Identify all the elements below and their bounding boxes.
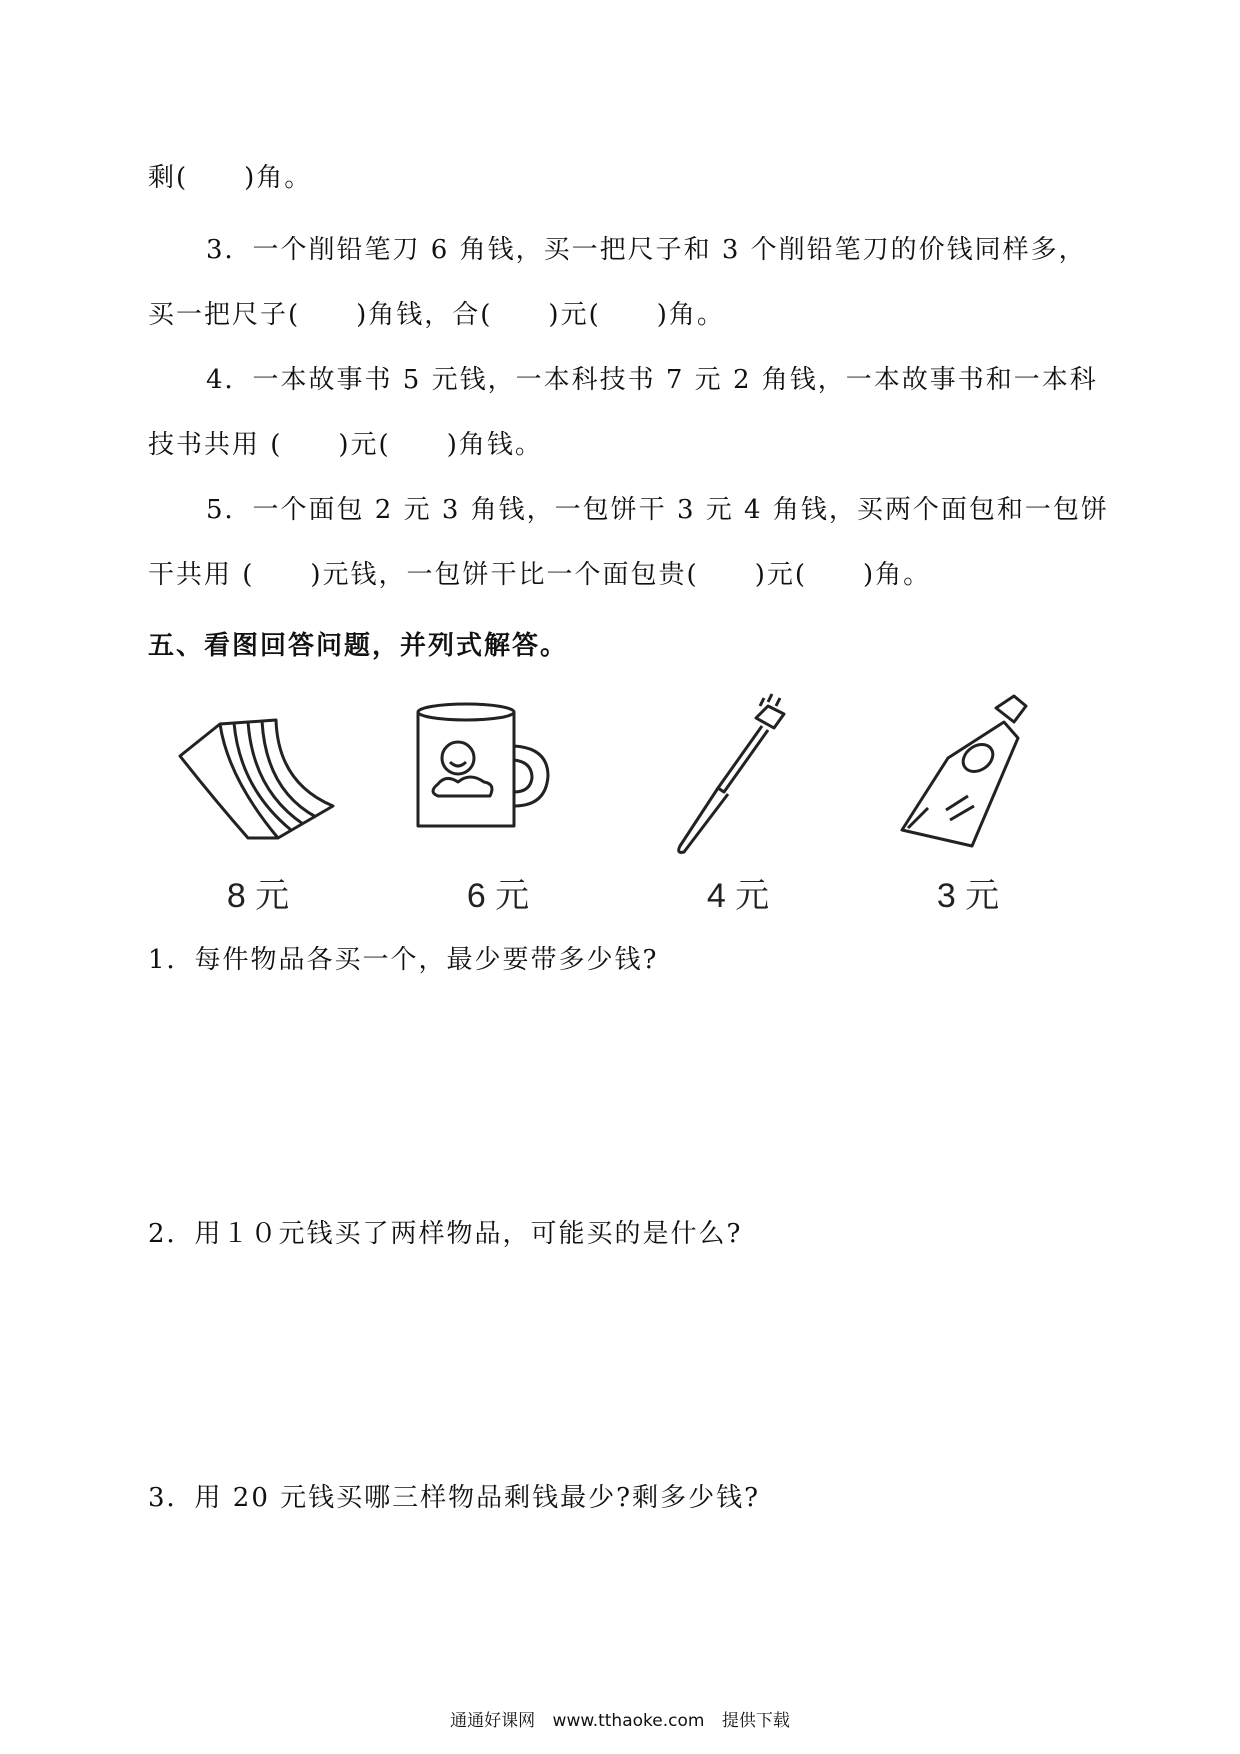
question-4: 4．一本故事书 5 元钱，一本科技书 7 元 2 角钱，一本故事书和一本科: [206, 365, 1098, 395]
question-4-cont: 技书共用 ( )元( )角钱。: [148, 430, 543, 460]
line-1: 剩( )角。: [148, 163, 313, 193]
price-toothbrush: 4 元: [706, 877, 770, 915]
footer-site-name: 通通好课网: [450, 1711, 536, 1731]
item-toothbrush: [638, 688, 838, 928]
question-5-cont: 干共用 ( )元钱，一包饼干比一个面包贵( )元( )角。: [148, 560, 932, 590]
item-toothpaste: [868, 688, 1068, 928]
item-towel: [158, 688, 358, 928]
section-title: 五、看图回答问题，并列式解答。: [148, 631, 569, 661]
cup-icon: [398, 688, 598, 868]
question-3: 3．一个削铅笔刀 6 角钱，买一把尺子和 3 个削铅笔刀的价钱同样多，: [206, 235, 1087, 265]
price-towel: 8 元: [226, 877, 290, 915]
question-3-cont: 买一把尺子( )角钱，合( )元( )角。: [148, 300, 725, 330]
footer-note: 提供下载: [721, 1711, 790, 1731]
price-toothpaste: 3 元: [936, 877, 1000, 915]
items-figure: [148, 688, 1088, 928]
toothbrush-icon: [638, 688, 838, 868]
item-cup: [398, 688, 598, 928]
question-1: 1．每件物品各买一个，最少要带多少钱?: [148, 945, 659, 975]
footer: [0, 1706, 1240, 1731]
footer-url[interactable]: www.tthaoke.com: [552, 1711, 705, 1731]
question-5: 5．一个面包 2 元 3 角钱，一包饼干 3 元 4 角钱，买两个面包和一包饼: [206, 495, 1109, 525]
question-2: 2．用１０元钱买了两样物品，可能买的是什么?: [148, 1219, 743, 1249]
question-3-bottom: 3．用 20 元钱买哪三样物品剩钱最少?剩多少钱?: [148, 1483, 761, 1513]
toothpaste-icon: [868, 688, 1068, 868]
towel-icon: [158, 688, 358, 868]
price-cup: 6 元: [466, 877, 530, 915]
